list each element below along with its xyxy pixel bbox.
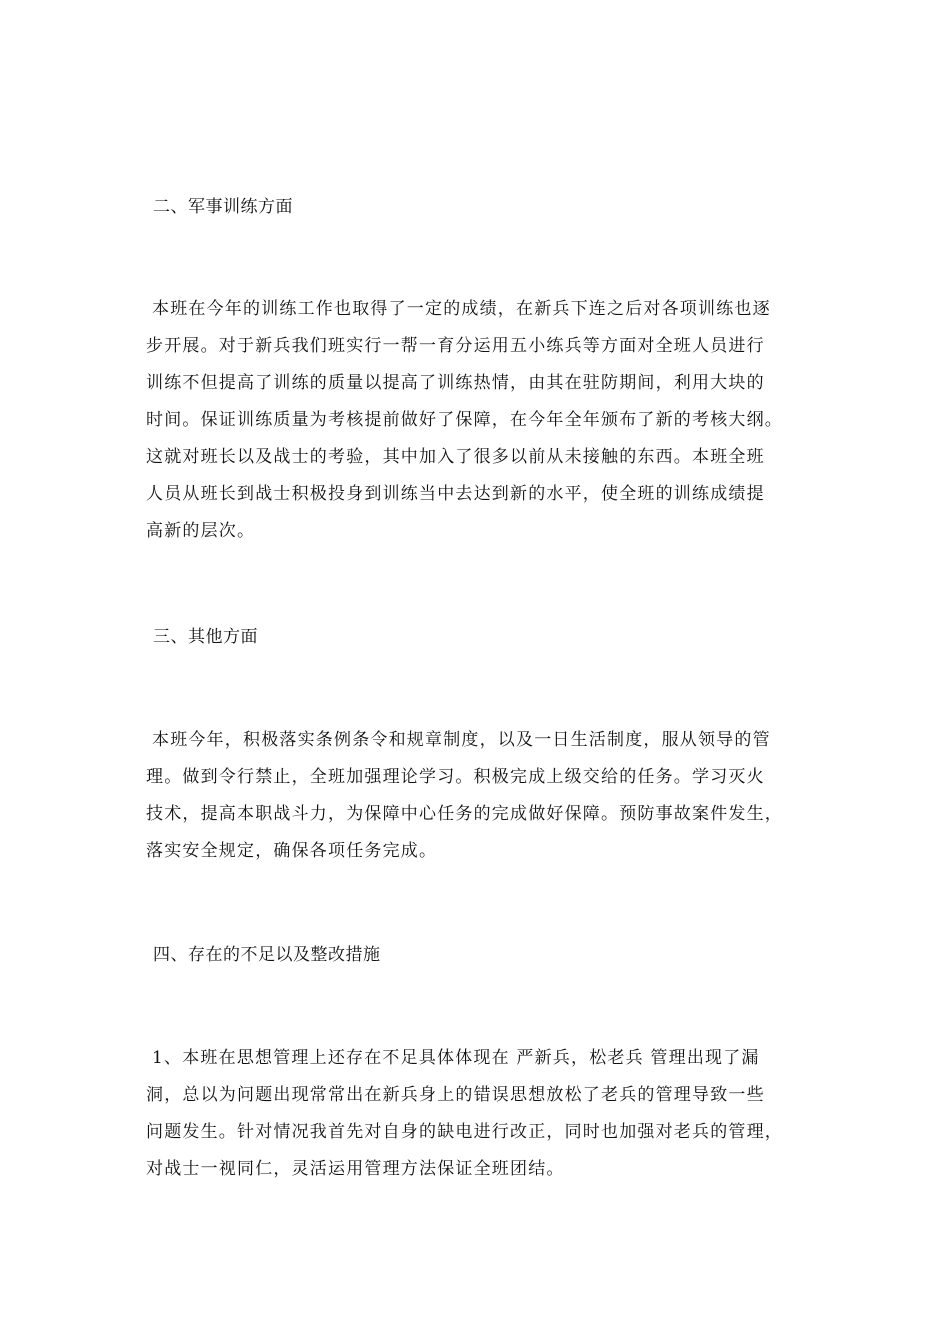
section-heading-military-training: 二、军事训练方面: [153, 197, 293, 217]
paragraph-line: 本班今年，积极落实条例条令和规章制度，以及一日生活制度，服从领导的管: [152, 730, 771, 750]
paragraph-line: 问题发生。针对情况我首先对自身的缺电进行改正，同时也加强对老兵的管理，: [146, 1122, 783, 1142]
section-heading-other-aspects: 三、其他方面: [153, 627, 258, 647]
paragraph-line: 洞，总以为问题出现常常出在新兵身上的错误思想放松了老兵的管理导致一些: [146, 1085, 765, 1105]
paragraph-line: 时间。保证训练质量为考核提前做好了保障，在今年全年颁布了新的考核大纲。: [146, 410, 783, 430]
paragraph-line: 步开展。对于新兵我们班实行一帮一育分运用五小练兵等方面对全班人员进行: [146, 336, 765, 356]
paragraph-line: 训练不但提高了训练的质量以提高了训练热情，由其在驻防期间，利用大块的: [146, 373, 765, 393]
paragraph-line: 1、本班在思想管理上还存在不足具体体现在 严新兵，松老兵 管理出现了漏: [152, 1048, 760, 1068]
section-paragraph-military-training: [146, 291, 806, 550]
paragraph-line: 技术，提高本职战斗力，为保障中心任务的完成做好保障。预防事故案件发生，: [146, 804, 783, 824]
section-heading-shortcomings: 四、存在的不足以及整改措施: [153, 945, 381, 965]
paragraph-line: 这就对班长以及战士的考验，其中加入了很多以前从未接触的东西。本班全班: [146, 447, 765, 467]
paragraph-line: 落实安全规定，确保各项任务完成。: [146, 841, 438, 861]
section-paragraph-shortcomings: [146, 1040, 806, 1188]
paragraph-line: 高新的层次。: [146, 521, 256, 541]
paragraph-line: 本班在今年的训练工作也取得了一定的成绩，在新兵下连之后对各项训练也逐: [152, 299, 771, 319]
paragraph-line: 理。做到令行禁止，全班加强理论学习。积极完成上级交给的任务。学习灭火: [146, 767, 765, 787]
paragraph-line: 人员从班长到战士积极投身到训练当中去达到新的水平，使全班的训练成绩提: [146, 484, 765, 504]
paragraph-line: 对战士一视同仁，灵活运用管理方法保证全班团结。: [146, 1159, 565, 1179]
section-paragraph-other-aspects: [146, 722, 806, 870]
